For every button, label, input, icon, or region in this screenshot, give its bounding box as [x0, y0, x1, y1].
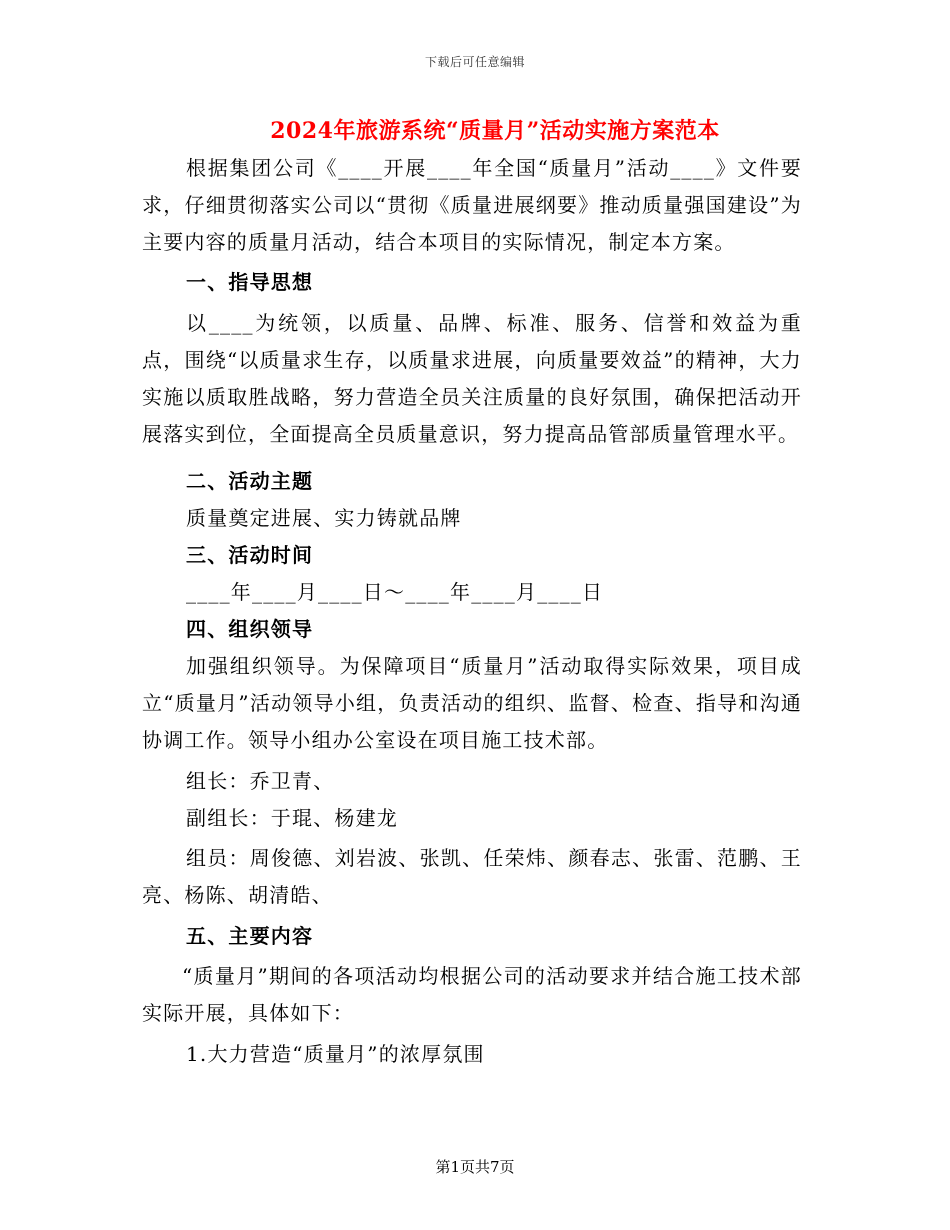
- section-1-paragraph: 以____为统领，以质量、品牌、标准、服务、信誉和效益为重点，围绕“以质量求生存，以质量求进展，向质量要效益”的精神，大力实施以质取胜战略，努力营造全员关注质量的良好氛围，确保把活动开展落实到位，全面提高全员质量意识，努力提高品管部质量管理水平。: [142, 311, 802, 446]
- section-4-paragraph: 加强组织领导。为保障项目“质量月”活动取得实际效果，项目成立“质量月”活动领导小组，负责活动的组织、监督、检查、指导和沟通协调工作。领导小组办公室设在项目施工技术部。: [142, 654, 802, 752]
- section-3-heading: 三、活动时间: [186, 543, 314, 567]
- document-body: [142, 150, 802, 1073]
- section-3-paragraph: ____年____月____日～____年____月____日: [186, 580, 604, 604]
- section-4-heading: 四、组织领导: [186, 617, 314, 641]
- page-number: 第1页共7页: [435, 1158, 515, 1176]
- section-2-heading: 二、活动主题: [186, 469, 314, 493]
- header-note: 下载后可任意编辑: [424, 55, 525, 69]
- section-4-leader: 组长：乔卫青、: [186, 769, 335, 793]
- document-title: 2024年旅游系统“质量月”活动实施方案范本: [270, 118, 720, 144]
- section-4-members: 组员：周俊德、刘岩波、张凯、任荣炜、颜春志、张雷、范鹏、王亮、杨陈、胡清皓、: [142, 846, 802, 907]
- section-5-heading: 五、主要内容: [186, 924, 314, 948]
- section-5-paragraph: “质量月”期间的各项活动均根据公司的活动要求并结合施工技术部实际开展，具体如下：: [142, 964, 802, 1025]
- section-5-item-1: 1.大力营造“质量月”的浓厚氛围: [186, 1042, 485, 1066]
- section-1-heading: 一、指导思想: [186, 270, 314, 294]
- intro-paragraph: 根据集团公司《____开展____年全国“质量月”活动____》文件要求，仔细贯彻落实公司以“贯彻《质量进展纲要》推动质量强国建设”为主要内容的质量月活动，结合本项目的实际情况，制定本方案。: [142, 156, 802, 254]
- section-2-paragraph: 质量奠定进展、实力铸就品牌: [186, 506, 462, 530]
- section-4-deputy: 副组长：于琨、杨建龙: [186, 806, 398, 830]
